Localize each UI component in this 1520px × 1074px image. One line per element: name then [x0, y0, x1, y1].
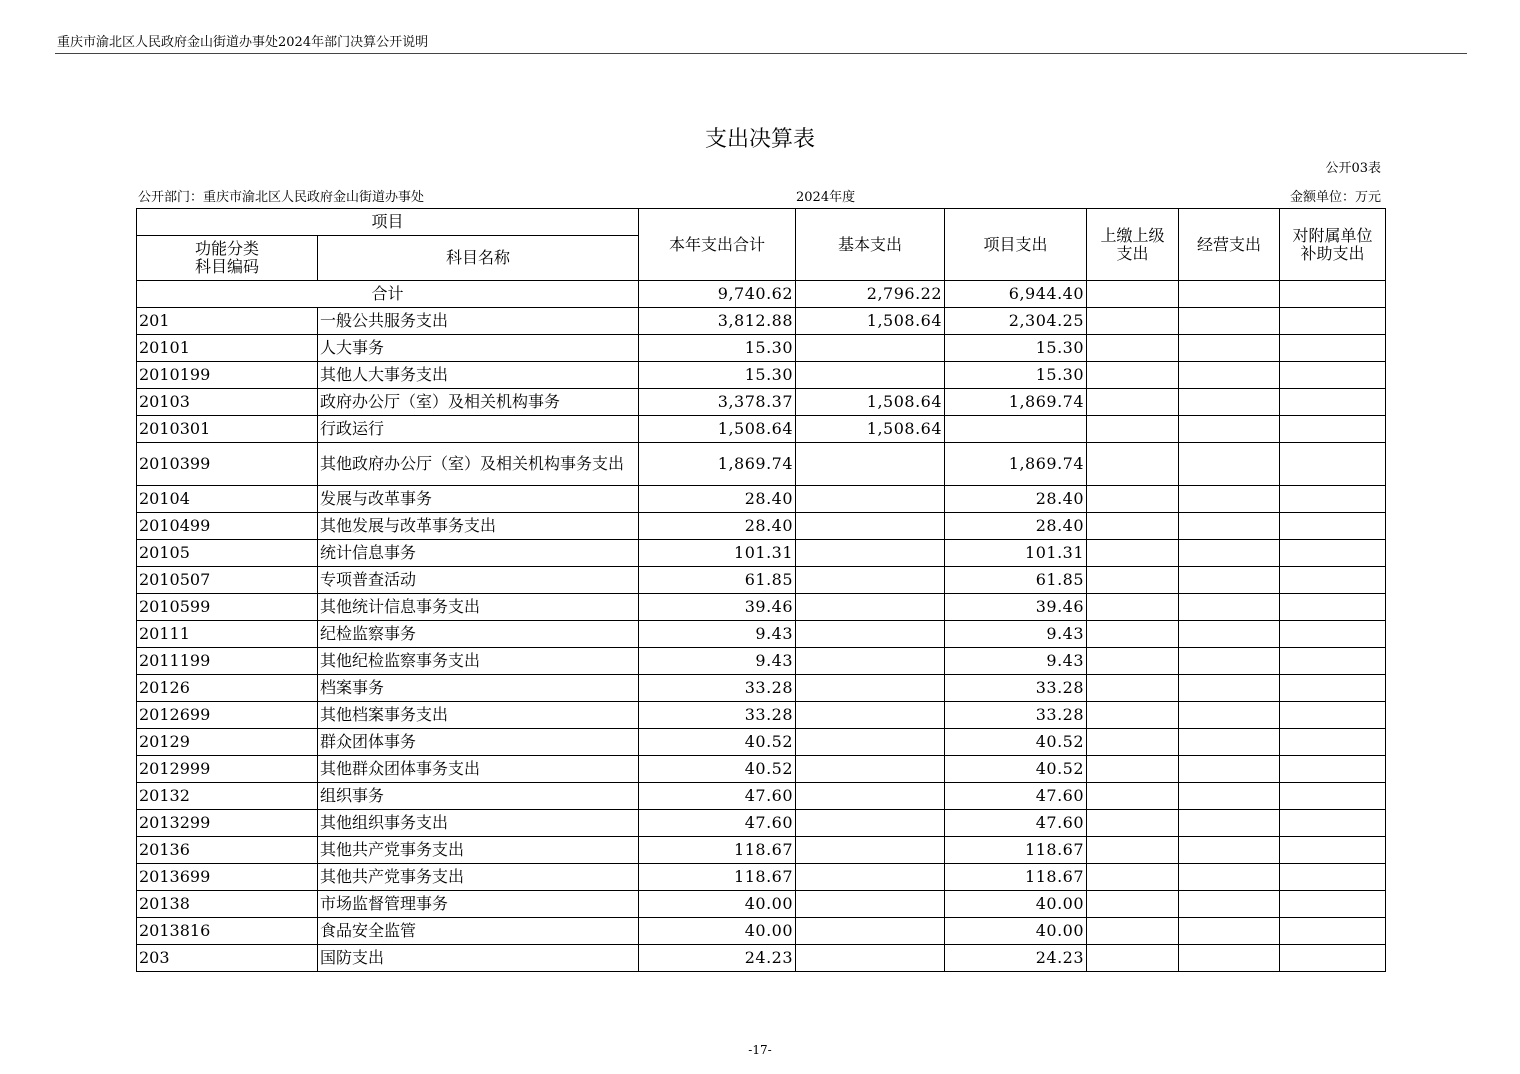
- basic-cell: [796, 486, 945, 513]
- total-cell: 40.00: [639, 891, 796, 918]
- total-cell: 1,869.74: [639, 443, 796, 486]
- header-upper-remittance: 上缴上级 支出: [1087, 209, 1179, 281]
- subsidiary-cell: [1280, 335, 1386, 362]
- subsidiary-cell: [1280, 389, 1386, 416]
- table-row: [137, 918, 1386, 945]
- subject-name-cell: 政府办公厅（室）及相关机构事务: [318, 389, 639, 416]
- table-row: [137, 945, 1386, 972]
- subject-name-cell: 其他统计信息事务支出: [318, 594, 639, 621]
- basic-cell: [796, 891, 945, 918]
- header-subsidiary: 对附属单位 补助支出: [1280, 209, 1386, 281]
- subject-name-cell: 食品安全监管: [318, 918, 639, 945]
- total-cell: 1,508.64: [639, 416, 796, 443]
- upper-cell: [1087, 416, 1179, 443]
- table-row: [137, 648, 1386, 675]
- total-cell: 61.85: [639, 567, 796, 594]
- basic-cell: [796, 783, 945, 810]
- project-cell: 40.00: [945, 918, 1087, 945]
- table-row: [137, 702, 1386, 729]
- upper-cell: [1087, 675, 1179, 702]
- total-cell: 9.43: [639, 621, 796, 648]
- table-row: [137, 675, 1386, 702]
- subject-name-cell: 组织事务: [318, 783, 639, 810]
- subject-name-cell: 其他共产党事务支出: [318, 837, 639, 864]
- basic-cell: [796, 702, 945, 729]
- function-code-cell: 20104: [137, 486, 318, 513]
- total-cell: 15.30: [639, 362, 796, 389]
- total-label: 合计: [137, 281, 639, 308]
- header-operating: 经营支出: [1179, 209, 1280, 281]
- function-code-cell: 2010301: [137, 416, 318, 443]
- function-code-cell: 20129: [137, 729, 318, 756]
- subject-name-cell: 其他共产党事务支出: [318, 864, 639, 891]
- project-cell: 40.52: [945, 729, 1087, 756]
- subsidiary-cell: [1280, 702, 1386, 729]
- total-cell: 28.40: [639, 513, 796, 540]
- subsidiary-cell: [1280, 443, 1386, 486]
- expenditure-table: [136, 208, 1386, 972]
- upper-cell: [1087, 783, 1179, 810]
- subsidiary-cell: [1280, 594, 1386, 621]
- currency-unit-label: 金额单位：万元: [1289, 190, 1381, 205]
- project-cell: 61.85: [945, 567, 1087, 594]
- header-subject-name: 科目名称: [318, 236, 639, 281]
- project-cell: 28.40: [945, 486, 1087, 513]
- subject-name-cell: 一般公共服务支出: [318, 308, 639, 335]
- operating-cell: [1179, 443, 1280, 486]
- basic-cell: 1,508.64: [796, 389, 945, 416]
- total-row: [137, 281, 1386, 308]
- total-cell: 15.30: [639, 335, 796, 362]
- operating-cell: [1179, 783, 1280, 810]
- operating-cell: [1179, 513, 1280, 540]
- total-cell: 40.00: [639, 918, 796, 945]
- table-row: [137, 389, 1386, 416]
- table-row: [137, 308, 1386, 335]
- upper-cell: [1087, 864, 1179, 891]
- subsidiary-cell: [1280, 783, 1386, 810]
- total-cell: 3,812.88: [639, 308, 796, 335]
- project-cell: 40.52: [945, 756, 1087, 783]
- subsidiary-cell: [1280, 756, 1386, 783]
- upper-cell: [1087, 389, 1179, 416]
- upper-cell: [1087, 918, 1179, 945]
- subject-name-cell: 其他纪检监察事务支出: [318, 648, 639, 675]
- subsidiary-cell: [1280, 567, 1386, 594]
- subject-name-cell: 其他政府办公厅（室）及相关机构事务支出: [318, 443, 639, 486]
- total-cell: 47.60: [639, 783, 796, 810]
- subject-name-cell: 国防支出: [318, 945, 639, 972]
- upper-cell: [1087, 486, 1179, 513]
- upper-cell: [1087, 513, 1179, 540]
- table-row: [137, 810, 1386, 837]
- table-row: [137, 837, 1386, 864]
- function-code-cell: 2010499: [137, 513, 318, 540]
- function-code-cell: 20105: [137, 540, 318, 567]
- subsidiary-cell: [1280, 810, 1386, 837]
- upper-cell: [1087, 443, 1179, 486]
- subsidiary-cell: [1280, 621, 1386, 648]
- subject-name-cell: 纪检监察事务: [318, 621, 639, 648]
- function-code-cell: 2010599: [137, 594, 318, 621]
- basic-cell: [796, 945, 945, 972]
- total-basic-cell: 2,796.22: [796, 281, 945, 308]
- header-basic: 基本支出: [796, 209, 945, 281]
- total-operating-cell: [1179, 281, 1280, 308]
- subsidiary-cell: [1280, 362, 1386, 389]
- table-row: [137, 594, 1386, 621]
- upper-cell: [1087, 362, 1179, 389]
- subsidiary-cell: [1280, 729, 1386, 756]
- project-cell: 28.40: [945, 513, 1087, 540]
- operating-cell: [1179, 486, 1280, 513]
- subject-name-cell: 行政运行: [318, 416, 639, 443]
- total-cell: 118.67: [639, 837, 796, 864]
- function-code-cell: 2010399: [137, 443, 318, 486]
- subject-name-cell: 其他档案事务支出: [318, 702, 639, 729]
- project-cell: 24.23: [945, 945, 1087, 972]
- page-number: -17-: [748, 1043, 772, 1057]
- operating-cell: [1179, 756, 1280, 783]
- basic-cell: [796, 648, 945, 675]
- total-cell: 40.52: [639, 729, 796, 756]
- basic-cell: [796, 729, 945, 756]
- table-row: [137, 486, 1386, 513]
- subject-name-cell: 专项普查活动: [318, 567, 639, 594]
- total-upper-cell: [1087, 281, 1179, 308]
- operating-cell: [1179, 837, 1280, 864]
- project-cell: 9.43: [945, 621, 1087, 648]
- subject-name-cell: 发展与改革事务: [318, 486, 639, 513]
- subsidiary-cell: [1280, 540, 1386, 567]
- table-row: [137, 443, 1386, 486]
- function-code-cell: 2013299: [137, 810, 318, 837]
- function-code-cell: 2013816: [137, 918, 318, 945]
- project-cell: 15.30: [945, 362, 1087, 389]
- total-cell: 39.46: [639, 594, 796, 621]
- project-cell: 1,869.74: [945, 443, 1087, 486]
- subsidiary-cell: [1280, 918, 1386, 945]
- table-row: [137, 756, 1386, 783]
- function-code-cell: 20136: [137, 837, 318, 864]
- function-code-cell: 20132: [137, 783, 318, 810]
- subsidiary-cell: [1280, 837, 1386, 864]
- subject-name-cell: 人大事务: [318, 335, 639, 362]
- function-code-cell: 2013699: [137, 864, 318, 891]
- header-divider: [55, 53, 1467, 54]
- project-cell: 33.28: [945, 675, 1087, 702]
- total-cell: 33.28: [639, 702, 796, 729]
- running-header-title: 重庆市渝北区人民政府金山街道办事处2024年部门决算公开说明: [57, 35, 429, 50]
- table-row: [137, 891, 1386, 918]
- subsidiary-cell: [1280, 513, 1386, 540]
- basic-cell: [796, 362, 945, 389]
- project-cell: 33.28: [945, 702, 1087, 729]
- table-row: [137, 540, 1386, 567]
- table-row: [137, 621, 1386, 648]
- subject-name-cell: 其他人大事务支出: [318, 362, 639, 389]
- function-code-cell: 20138: [137, 891, 318, 918]
- subject-name-cell: 市场监督管理事务: [318, 891, 639, 918]
- basic-cell: [796, 513, 945, 540]
- function-code-cell: 203: [137, 945, 318, 972]
- basic-cell: [796, 675, 945, 702]
- upper-cell: [1087, 702, 1179, 729]
- function-code-cell: 20103: [137, 389, 318, 416]
- table-title: 支出决算表: [704, 127, 815, 152]
- table-row: [137, 864, 1386, 891]
- upper-cell: [1087, 648, 1179, 675]
- total-project-cell: 6,944.40: [945, 281, 1087, 308]
- operating-cell: [1179, 675, 1280, 702]
- project-cell: 1,869.74: [945, 389, 1087, 416]
- operating-cell: [1179, 702, 1280, 729]
- operating-cell: [1179, 567, 1280, 594]
- upper-cell: [1087, 308, 1179, 335]
- project-cell: 101.31: [945, 540, 1087, 567]
- function-code-cell: 20101: [137, 335, 318, 362]
- operating-cell: [1179, 594, 1280, 621]
- department-label: 公开部门：重庆市渝北区人民政府金山街道办事处: [138, 190, 425, 205]
- operating-cell: [1179, 864, 1280, 891]
- operating-cell: [1179, 416, 1280, 443]
- total-cell: 9.43: [639, 648, 796, 675]
- subject-name-cell: 其他发展与改革事务支出: [318, 513, 639, 540]
- function-code-cell: 2010199: [137, 362, 318, 389]
- header-project-expenditure: 项目支出: [945, 209, 1087, 281]
- upper-cell: [1087, 567, 1179, 594]
- basic-cell: [796, 837, 945, 864]
- subject-name-cell: 其他群众团体事务支出: [318, 756, 639, 783]
- upper-cell: [1087, 891, 1179, 918]
- project-cell: 39.46: [945, 594, 1087, 621]
- project-cell: 118.67: [945, 864, 1087, 891]
- header-row-1: [137, 209, 1386, 236]
- operating-cell: [1179, 540, 1280, 567]
- upper-cell: [1087, 756, 1179, 783]
- project-cell: 9.43: [945, 648, 1087, 675]
- subsidiary-cell: [1280, 891, 1386, 918]
- basic-cell: [796, 810, 945, 837]
- function-code-cell: 2012999: [137, 756, 318, 783]
- function-code-cell: 20126: [137, 675, 318, 702]
- function-code-cell: 201: [137, 308, 318, 335]
- upper-cell: [1087, 594, 1179, 621]
- operating-cell: [1179, 945, 1280, 972]
- upper-cell: [1087, 335, 1179, 362]
- basic-cell: [796, 540, 945, 567]
- table-row: [137, 416, 1386, 443]
- upper-cell: [1087, 837, 1179, 864]
- subsidiary-cell: [1280, 864, 1386, 891]
- total-cell: 40.52: [639, 756, 796, 783]
- total-cell: 3,378.37: [639, 389, 796, 416]
- table-row: [137, 362, 1386, 389]
- total-cell: 28.40: [639, 486, 796, 513]
- total-cell: 101.31: [639, 540, 796, 567]
- function-code-cell: 2012699: [137, 702, 318, 729]
- basic-cell: [796, 756, 945, 783]
- header-project: 项目: [137, 209, 639, 236]
- fiscal-year-label: 2024年度: [796, 190, 856, 205]
- project-cell: 47.60: [945, 810, 1087, 837]
- total-cell: 33.28: [639, 675, 796, 702]
- basic-cell: 1,508.64: [796, 416, 945, 443]
- project-cell: 15.30: [945, 335, 1087, 362]
- project-cell: 47.60: [945, 783, 1087, 810]
- form-number: 公开03表: [1325, 161, 1381, 176]
- operating-cell: [1179, 810, 1280, 837]
- project-cell: [945, 416, 1087, 443]
- subsidiary-cell: [1280, 486, 1386, 513]
- subsidiary-cell: [1280, 675, 1386, 702]
- table-row: [137, 335, 1386, 362]
- upper-cell: [1087, 621, 1179, 648]
- basic-cell: [796, 864, 945, 891]
- upper-cell: [1087, 729, 1179, 756]
- operating-cell: [1179, 729, 1280, 756]
- table-row: [137, 513, 1386, 540]
- total-subsidiary-cell: [1280, 281, 1386, 308]
- total-cell: 9,740.62: [639, 281, 796, 308]
- function-code-cell: 2011199: [137, 648, 318, 675]
- table-row: [137, 783, 1386, 810]
- subsidiary-cell: [1280, 416, 1386, 443]
- function-code-cell: 2010507: [137, 567, 318, 594]
- total-cell: 118.67: [639, 864, 796, 891]
- subject-name-cell: 档案事务: [318, 675, 639, 702]
- project-cell: 118.67: [945, 837, 1087, 864]
- total-cell: 47.60: [639, 810, 796, 837]
- operating-cell: [1179, 389, 1280, 416]
- subsidiary-cell: [1280, 648, 1386, 675]
- operating-cell: [1179, 335, 1280, 362]
- project-cell: 2,304.25: [945, 308, 1087, 335]
- basic-cell: [796, 918, 945, 945]
- header-total: 本年支出合计: [639, 209, 796, 281]
- table-row: [137, 729, 1386, 756]
- operating-cell: [1179, 308, 1280, 335]
- subsidiary-cell: [1280, 945, 1386, 972]
- upper-cell: [1087, 810, 1179, 837]
- subject-name-cell: 群众团体事务: [318, 729, 639, 756]
- operating-cell: [1179, 918, 1280, 945]
- subsidiary-cell: [1280, 308, 1386, 335]
- basic-cell: 1,508.64: [796, 308, 945, 335]
- operating-cell: [1179, 621, 1280, 648]
- subject-name-cell: 其他组织事务支出: [318, 810, 639, 837]
- basic-cell: [796, 594, 945, 621]
- upper-cell: [1087, 945, 1179, 972]
- upper-cell: [1087, 540, 1179, 567]
- table-row: [137, 567, 1386, 594]
- subject-name-cell: 统计信息事务: [318, 540, 639, 567]
- operating-cell: [1179, 891, 1280, 918]
- header-function-code: 功能分类 科目编码: [137, 236, 318, 281]
- function-code-cell: 20111: [137, 621, 318, 648]
- basic-cell: [796, 567, 945, 594]
- basic-cell: [796, 335, 945, 362]
- total-cell: 24.23: [639, 945, 796, 972]
- basic-cell: [796, 621, 945, 648]
- operating-cell: [1179, 648, 1280, 675]
- operating-cell: [1179, 362, 1280, 389]
- project-cell: 40.00: [945, 891, 1087, 918]
- basic-cell: [796, 443, 945, 486]
